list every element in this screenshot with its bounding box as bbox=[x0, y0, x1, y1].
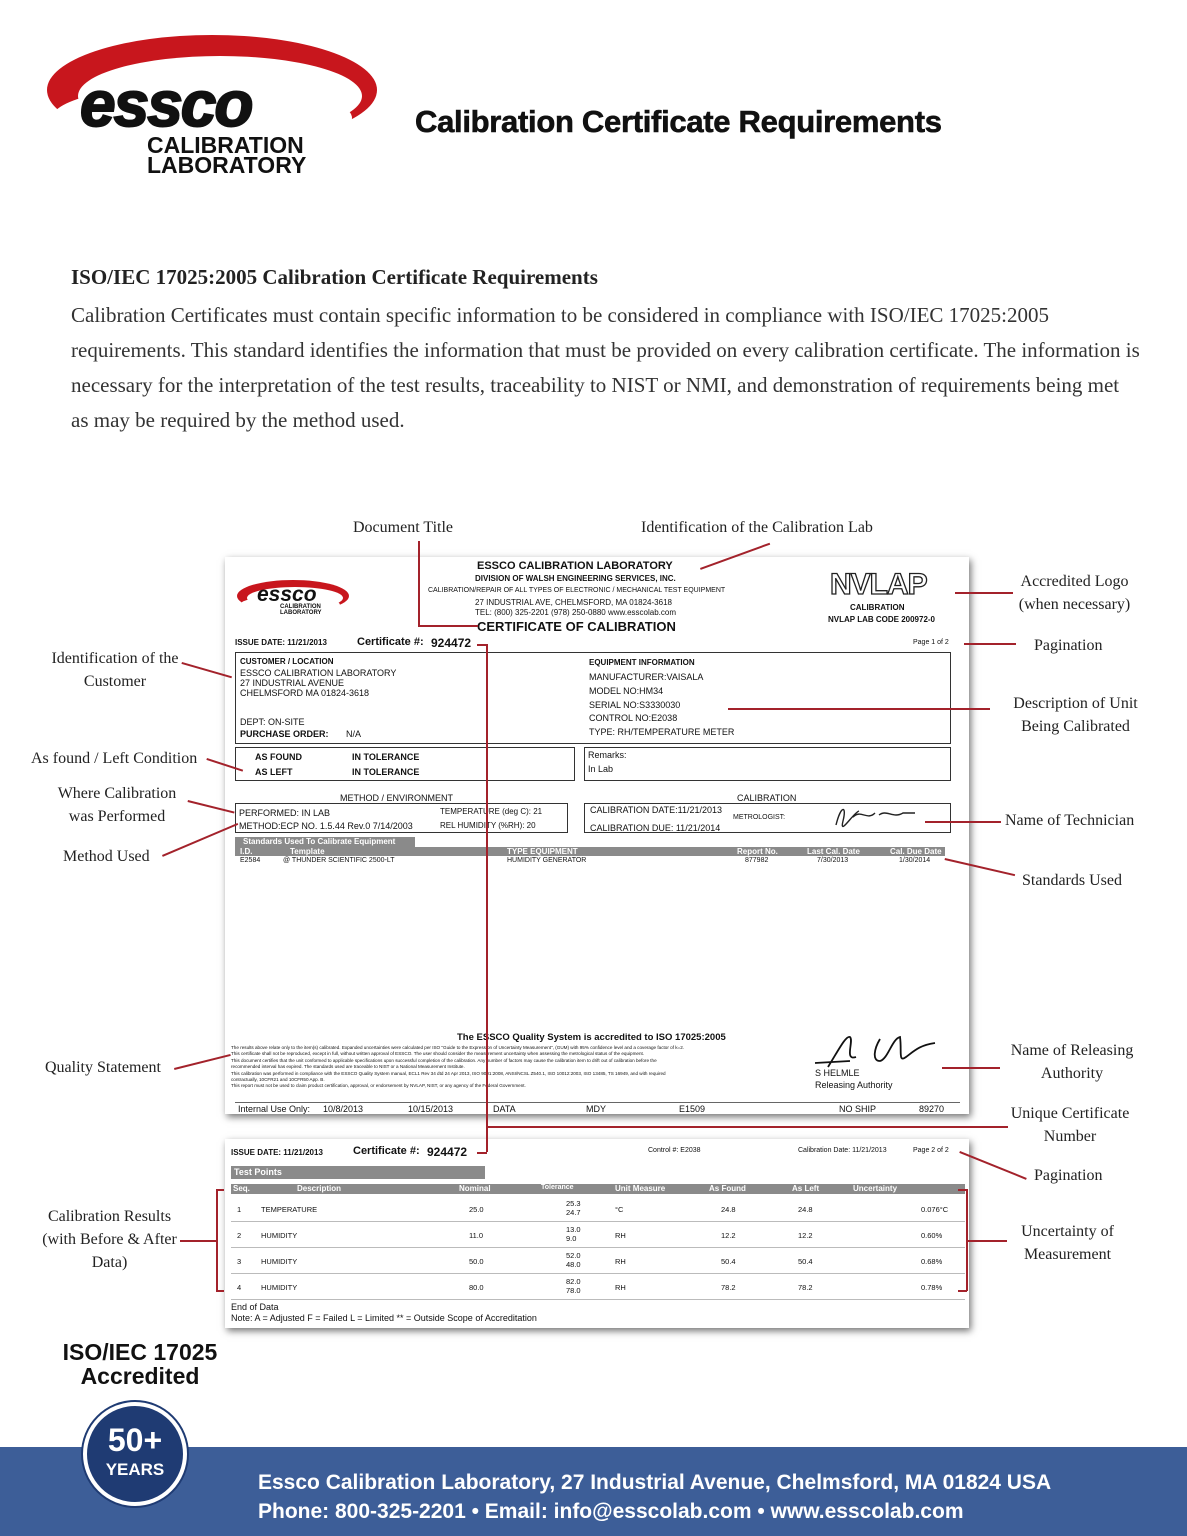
callout-accredited-logo: Accredited Logo (when necessary) bbox=[1018, 573, 1131, 613]
cell-as-found: 24.8 bbox=[721, 1205, 736, 1214]
cell-seq: 4 bbox=[237, 1283, 242, 1292]
line-releasing bbox=[942, 1067, 1000, 1069]
col-description: Description bbox=[297, 1184, 342, 1193]
col-unit: Unit Measure bbox=[615, 1184, 666, 1193]
callout-method: Method Used bbox=[63, 848, 150, 865]
customer-line-1: ESSCO CALIBRATION LABORATORY bbox=[240, 668, 397, 678]
seal-number: 50+ bbox=[107, 1422, 163, 1458]
line-technician bbox=[925, 821, 1001, 823]
col-tolerance: Tolerance bbox=[541, 1184, 574, 1191]
quality-line: This report must not be used to claim product certification, approval, or endorsement by NVLAP, NIST, or any agency of the Federal Government. bbox=[231, 1083, 526, 1089]
test-points-heading: Test Points bbox=[234, 1167, 282, 1177]
std-col-last: Last Cal. Date bbox=[807, 847, 860, 856]
col-as-found: As Found bbox=[709, 1184, 746, 1193]
badge-line-2: Accredited bbox=[80, 1363, 200, 1389]
nvlap-calibration: CALIBRATION bbox=[850, 603, 905, 612]
nvlap-code: NVLAP LAB CODE 200972-0 bbox=[828, 615, 935, 624]
col-uncertainty: Uncertainty bbox=[853, 1184, 898, 1193]
line-cert-h2 bbox=[477, 1152, 487, 1154]
results-table bbox=[231, 1196, 965, 1300]
line-doc-title-h bbox=[418, 625, 478, 627]
releasing-signature bbox=[810, 1031, 950, 1071]
intro-body: Calibration Certificates must contain specific information to be considered in compliance with ISO/IEC 17025:2005 requirements. This standard identifies the information that must be provided on every calibration certificate. The information is necessary for the interpretation of the test results, traceability to NIST or NMI, and demonstration of requirements being met as may be required by the method used. bbox=[71, 303, 1140, 432]
issue-date-2: ISSUE DATE: 11/21/2013 bbox=[231, 1148, 323, 1157]
certificate-page-1 bbox=[225, 557, 969, 1114]
nvlap-text: NVLAP bbox=[830, 568, 927, 601]
equipment-line-3: SERIAL NO:S3330030 bbox=[589, 700, 681, 710]
equipment-line-2: MODEL NO:HM34 bbox=[589, 686, 664, 696]
std-col-template: Template bbox=[290, 847, 325, 856]
quality-line: This calibration was performed in compliance with the ESSCO Quality System manual, ECL1 Rev 34 dtd 24 Apr 2013, ISO 9001:2008, ANSI/NCSL Z540.1, ISO 10012:2003, ISO 13485, TS 16949, and with required bbox=[231, 1070, 666, 1076]
table-row bbox=[231, 1274, 965, 1300]
quality-line: This certificate shall not be reproduced, except in full, without written approval of ESSCO. The user should consider the measurement uncertainty when assessing the metrological status of the equipment. bbox=[231, 1051, 645, 1057]
line-description bbox=[728, 708, 990, 710]
std-col-due: Cal. Due Date bbox=[890, 847, 942, 856]
callout-condition: As found / Left Condition bbox=[31, 750, 198, 767]
issue-date: ISSUE DATE: 11/21/2013 bbox=[235, 638, 327, 647]
as-left-label: AS LEFT bbox=[255, 767, 293, 777]
humidity: REL HUMIDITY (%RH): 20 bbox=[440, 821, 536, 830]
lab-address: 27 INDUSTRIAL AVE, CHELMSFORD, MA 01824-3618 bbox=[475, 598, 672, 607]
results-columns bbox=[231, 1184, 965, 1194]
callout-customer: Identification of the Customer bbox=[51, 650, 179, 690]
footer-contact: Phone: 800-325-2201 • Email: info@esscolab.com • www.esscolab.com bbox=[258, 1500, 964, 1523]
cell-uncertainty: 0.68% bbox=[921, 1257, 943, 1266]
internal-mdy: MDY bbox=[586, 1104, 606, 1114]
standards-header-bar bbox=[235, 837, 415, 847]
cert-logo-sub: CALIBRATION LABORATORY bbox=[280, 604, 322, 616]
callout-description: Description of Unit Being Calibrated bbox=[1013, 695, 1138, 735]
bracket-unc-top bbox=[958, 1189, 967, 1191]
technician-signature bbox=[831, 801, 921, 831]
col-as-left: As Left bbox=[792, 1184, 820, 1193]
fifty-years-seal bbox=[83, 1402, 187, 1506]
cell-as-found: 12.2 bbox=[721, 1231, 736, 1240]
quality-line: The results above relate only to the item(s) calibrated. Expanded uncertainties were calculated per ISO "Guide to the Expression of Uncertainty Measurement", (GUM) with 95% confidence level and a coverage factor of k=2. bbox=[231, 1045, 685, 1050]
quality-statement bbox=[231, 1045, 806, 1090]
quality-line: This document certifies that the unit conformed to applicable specifications upon successful completion of the calibration. Any number of factors may cause the calibration item to drift out of calibration before the bbox=[231, 1057, 657, 1063]
cell-description: TEMPERATURE bbox=[261, 1205, 318, 1214]
as-found-label: AS FOUND bbox=[255, 752, 302, 762]
cell-as-found: 50.4 bbox=[721, 1257, 736, 1266]
temperature: TEMPERATURE (deg C): 21 bbox=[440, 807, 543, 816]
cert-number: 924472 bbox=[431, 636, 472, 650]
std-id: E2584 bbox=[240, 857, 261, 864]
page-indicator-2: Page 2 of 2 bbox=[913, 1147, 949, 1154]
bracket-results-bottom bbox=[216, 1290, 224, 1292]
callout-pagination: Pagination bbox=[1034, 637, 1103, 654]
line-pagination bbox=[964, 643, 1016, 645]
cert-number-2: 924472 bbox=[427, 1145, 468, 1159]
cert-number-label-2: Certificate #: bbox=[353, 1145, 420, 1157]
logo-sub2: LABORATORY bbox=[147, 152, 307, 178]
cell-as-left: 24.8 bbox=[798, 1205, 813, 1214]
cell-seq: 3 bbox=[237, 1257, 242, 1266]
std-col-report: Report No. bbox=[737, 847, 778, 856]
cell-nominal: 11.0 bbox=[469, 1231, 484, 1240]
std-col-type: TYPE EQUIPMENT bbox=[507, 847, 578, 856]
cell-tolerance-high: 25.3 bbox=[566, 1199, 581, 1208]
performed-where: PERFORMED: IN LAB bbox=[239, 808, 331, 818]
cell-description: HUMIDITY bbox=[261, 1231, 298, 1240]
calibration-date: CALIBRATION DATE:11/21/2013 bbox=[590, 805, 723, 815]
std-col-id: I.D. bbox=[240, 847, 253, 856]
cell-description: HUMIDITY bbox=[261, 1283, 298, 1292]
iso-accredited-badge bbox=[60, 1340, 220, 1388]
table-row bbox=[231, 1222, 965, 1248]
line-doc-title bbox=[418, 541, 420, 625]
callout-pagination-2: Pagination bbox=[1034, 1167, 1103, 1184]
calibration-date-2: Calibration Date: 11/21/2013 bbox=[798, 1147, 887, 1154]
internal-label: Internal Use Only: bbox=[238, 1104, 311, 1114]
col-seq: Seq. bbox=[233, 1184, 250, 1193]
equipment-heading: EQUIPMENT INFORMATION bbox=[589, 658, 695, 667]
callout-technician: Name of Technician bbox=[1005, 812, 1135, 829]
page-title: Calibration Certificate Requirements bbox=[415, 104, 942, 139]
callout-releasing: Name of Releasing Authority bbox=[1010, 1042, 1134, 1082]
cell-tolerance-low: 78.0 bbox=[566, 1286, 581, 1295]
cell-as-left: 50.4 bbox=[798, 1257, 813, 1266]
cell-as-left: 78.2 bbox=[798, 1283, 813, 1292]
bracket-results bbox=[216, 1189, 218, 1291]
customer-heading: CUSTOMER / LOCATION bbox=[240, 657, 334, 666]
cell-uncertainty: 0.60% bbox=[921, 1231, 943, 1240]
cell-unit: RH bbox=[615, 1231, 626, 1240]
col-nominal: Nominal bbox=[459, 1184, 491, 1193]
calibration-due: CALIBRATION DUE: 11/21/2014 bbox=[590, 823, 721, 833]
logo-wordmark: essco bbox=[80, 68, 252, 140]
callout-document-title: Document Title bbox=[353, 519, 454, 536]
line-logo bbox=[955, 592, 1013, 594]
quality-line: recommended interval has expired. The standards used are traceable to NIST or a National Measurement Institute. bbox=[231, 1064, 465, 1070]
quality-line: contractually, 10CFR21 and 10CFR50 App. B. bbox=[231, 1077, 325, 1083]
cell-tolerance-high: 13.0 bbox=[566, 1225, 581, 1234]
badge-line-1: ISO/IEC 17025 bbox=[62, 1339, 218, 1365]
std-template: @ THUNDER SCIENTIFIC 2500-LT bbox=[283, 857, 395, 864]
cert-title: CERTIFICATE OF CALIBRATION bbox=[477, 619, 676, 634]
end-of-data: End of Data bbox=[231, 1302, 279, 1312]
bracket-results-top bbox=[216, 1189, 224, 1191]
table-row bbox=[231, 1248, 965, 1274]
cell-description: HUMIDITY bbox=[261, 1257, 298, 1266]
cell-nominal: 80.0 bbox=[469, 1283, 484, 1292]
bracket-unc-bottom bbox=[958, 1290, 967, 1292]
cell-seq: 2 bbox=[237, 1231, 242, 1240]
po-value: N/A bbox=[346, 729, 362, 739]
line-quality bbox=[174, 1054, 231, 1070]
internal-data: DATA bbox=[493, 1104, 516, 1114]
releasing-title: Releasing Authority bbox=[815, 1080, 893, 1090]
nvlap-logo bbox=[828, 569, 948, 629]
std-due: 1/30/2014 bbox=[899, 857, 931, 864]
cell-as-found: 78.2 bbox=[721, 1283, 736, 1292]
callout-unique: Unique Certificate Number bbox=[1010, 1105, 1130, 1145]
customer-line-3: CHELMSFORD MA 01824-3618 bbox=[240, 688, 370, 698]
callout-uncertainty: Uncertainty of Measurement bbox=[1021, 1223, 1114, 1263]
cell-unit: RH bbox=[615, 1257, 626, 1266]
std-last: 7/30/2013 bbox=[817, 857, 849, 864]
cert-logo bbox=[235, 579, 350, 621]
line-cert-number bbox=[486, 644, 488, 1152]
cell-nominal: 25.0 bbox=[469, 1205, 484, 1214]
lab-division: DIVISION OF WALSH ENGINEERING SERVICES, INC. bbox=[475, 574, 676, 583]
internal-date-1: 10/8/2013 bbox=[323, 1104, 364, 1114]
cell-tolerance-low: 24.7 bbox=[566, 1208, 581, 1217]
remarks-label: Remarks: bbox=[588, 750, 627, 760]
cell-tolerance-low: 9.0 bbox=[566, 1234, 577, 1243]
line-uncertainty bbox=[967, 1240, 1007, 1242]
internal-ship: NO SHIP bbox=[839, 1104, 877, 1114]
callout-lab-id: Identification of the Calibration Lab bbox=[641, 519, 873, 536]
line-cert-h1 bbox=[477, 644, 487, 646]
remarks-value: In Lab bbox=[588, 764, 614, 774]
cell-unit: °C bbox=[615, 1205, 624, 1214]
control-number: Control #: E2038 bbox=[648, 1147, 701, 1154]
lab-tel: TEL: (800) 325-2201 (978) 250-0880 www.esscolab.com bbox=[475, 608, 676, 617]
line-unique bbox=[488, 1126, 1008, 1128]
callout-where: Where Calibration was Performed bbox=[57, 785, 177, 825]
as-found-value: IN TOLERANCE bbox=[352, 752, 420, 762]
certificate-page-2 bbox=[225, 1139, 969, 1328]
customer-dept: DEPT: ON-SITE bbox=[240, 717, 305, 727]
cell-uncertainty: 0.076°C bbox=[921, 1205, 949, 1214]
standards-row bbox=[235, 857, 945, 867]
lab-name: ESSCO CALIBRATION LABORATORY bbox=[477, 560, 673, 572]
cell-nominal: 50.0 bbox=[469, 1257, 484, 1266]
releasing-name: S HELMLE bbox=[815, 1068, 860, 1078]
internal-no: 89270 bbox=[919, 1104, 945, 1114]
remarks-box bbox=[584, 747, 951, 781]
table-row bbox=[231, 1196, 965, 1222]
method-heading: METHOD / ENVIRONMENT bbox=[340, 793, 454, 803]
cell-tolerance-high: 82.0 bbox=[566, 1277, 581, 1286]
equipment-line-4: CONTROL NO:E2038 bbox=[589, 713, 678, 723]
cell-unit: RH bbox=[615, 1283, 626, 1292]
lab-services: CALIBRATION/REPAIR OF ALL TYPES OF ELECTRONIC / MECHANICAL TEST EQUIPMENT bbox=[428, 587, 726, 594]
as-left-value: IN TOLERANCE bbox=[352, 767, 420, 777]
customer-line-2: 27 INDUSTRIAL AVENUE bbox=[240, 678, 345, 688]
logo-sub1: CALIBRATION bbox=[147, 132, 304, 158]
std-report: 877982 bbox=[745, 857, 769, 864]
standards-heading: Standards Used To Calibrate Equipment bbox=[243, 837, 396, 846]
callout-results: Calibration Results (with Before & After Data) bbox=[42, 1208, 177, 1271]
callout-quality: Quality Statement bbox=[45, 1059, 161, 1076]
calibration-heading: CALIBRATION bbox=[737, 793, 797, 803]
intro-heading: ISO/IEC 17025:2005 Calibration Certificate Requirements bbox=[71, 265, 598, 289]
method-used: METHOD:ECP NO. 1.5.44 Rev.0 7/14/2003 bbox=[239, 821, 413, 831]
test-points-bar bbox=[231, 1166, 485, 1179]
callout-standards: Standards Used bbox=[1022, 872, 1122, 889]
page-indicator: Page 1 of 2 bbox=[913, 639, 949, 646]
equipment-line-1: MANUFACTURER:VAISALA bbox=[589, 672, 704, 682]
essco-logo bbox=[32, 30, 382, 190]
legend-note: Note: A = Adjusted F = Failed L = Limited ** = Outside Scope of Accreditation bbox=[231, 1313, 537, 1323]
internal-use-row bbox=[235, 1102, 960, 1114]
cert-logo-text: essco bbox=[257, 583, 317, 606]
cell-as-left: 12.2 bbox=[798, 1231, 813, 1240]
standards-columns bbox=[235, 847, 945, 856]
cert-number-label: Certificate #: bbox=[357, 636, 424, 648]
line-pagination-2 bbox=[959, 1151, 1027, 1180]
cell-tolerance-high: 52.0 bbox=[566, 1251, 581, 1260]
internal-date-2: 10/15/2013 bbox=[408, 1104, 454, 1114]
po-label: PURCHASE ORDER: bbox=[240, 729, 329, 739]
std-type: HUMIDITY GENERATOR bbox=[507, 857, 587, 864]
metrologist-label: METROLOGIST: bbox=[733, 814, 786, 821]
seal-years: YEARS bbox=[105, 1460, 165, 1479]
quality-heading: The ESSCO Quality System is accredited to ISO 17025:2005 bbox=[457, 1032, 726, 1043]
cell-seq: 1 bbox=[237, 1205, 242, 1214]
footer-address: Essco Calibration Laboratory, 27 Industrial Avenue, Chelmsford, MA 01824 USA bbox=[258, 1471, 1052, 1494]
cell-tolerance-low: 48.0 bbox=[566, 1260, 581, 1269]
equipment-line-5: TYPE: RH/TEMPERATURE METER bbox=[589, 727, 735, 737]
cell-uncertainty: 0.78% bbox=[921, 1283, 943, 1292]
internal-code: E1509 bbox=[679, 1104, 706, 1114]
line-results bbox=[180, 1240, 216, 1242]
